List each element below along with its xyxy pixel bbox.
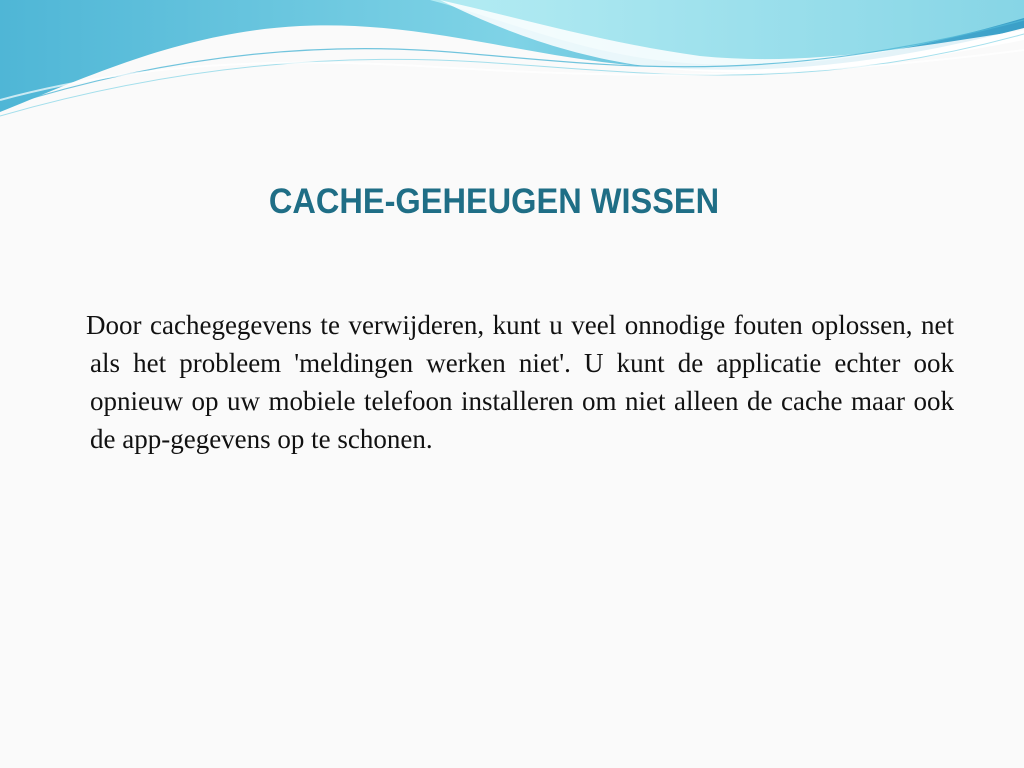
- slide-title: CACHE-GEHEUGEN WISSEN: [268, 182, 720, 221]
- slide-body-text: Door cachegegevens te verwijderen, kunt u veel onnodige fouten oplossen, net als het probleem 'meldingen werken niet'. U kunt de applicatie echter ook opnieuw op uw mobiele telefoon installeren om niet alleen de cache maar ook de app-gegevens op te schonen.: [86, 310, 954, 454]
- wave-decoration: [0, 0, 1024, 130]
